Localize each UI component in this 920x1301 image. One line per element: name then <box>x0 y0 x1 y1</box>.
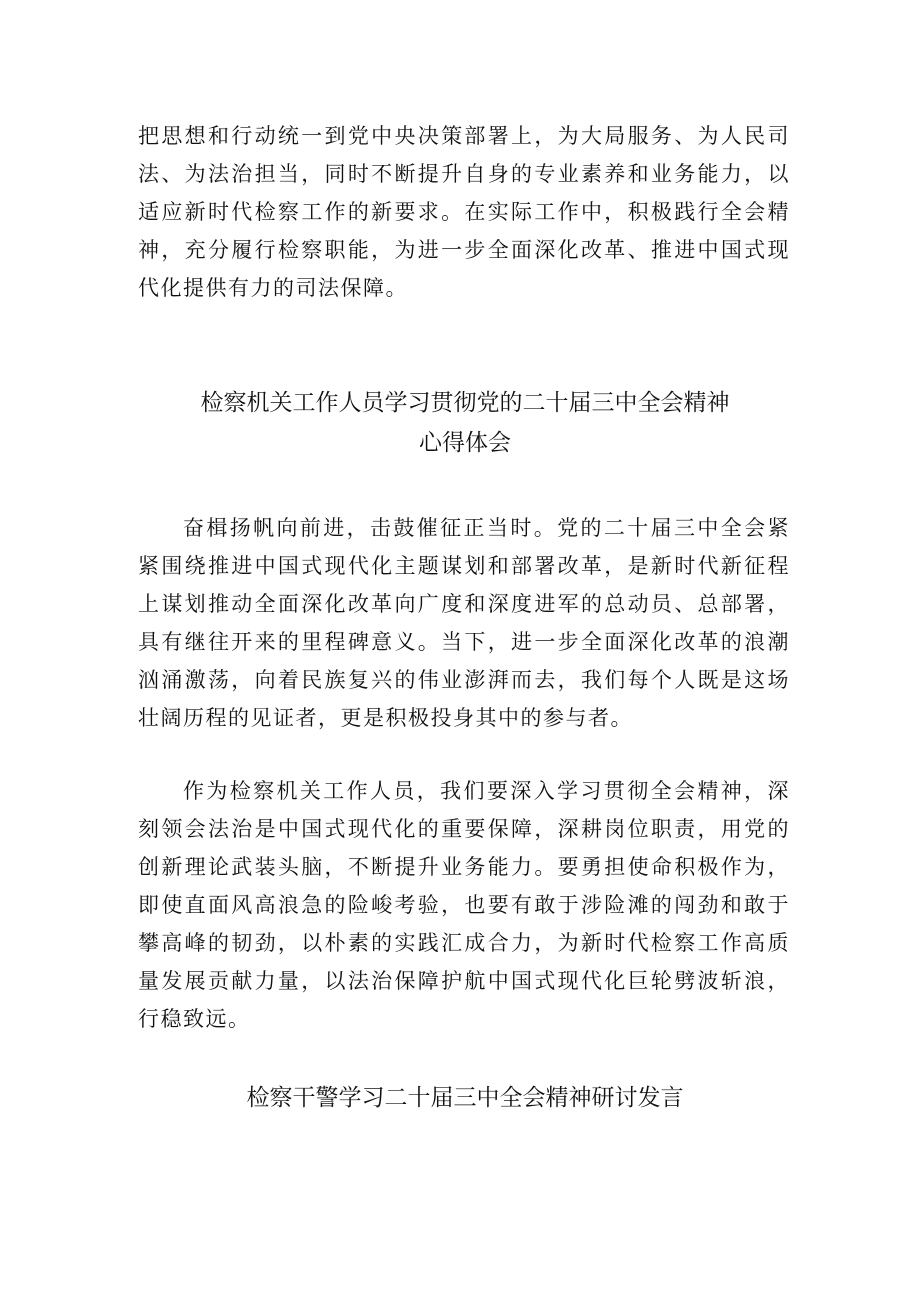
section-title-seminar <box>120 1078 810 1118</box>
body-paragraph-continued: 把思想和行动统一到党中央决策部署上，为大局服务、为人民司法、为法治担当，同时不断提升自身的专业素养和业务能力，以适应新时代检察工作的新要求。在实际工作中，积极践行全会精神，充分履行检察职能，为进一步全面深化改革、推进中国式现代化提供有力的司法保障。 <box>138 124 790 300</box>
section-title-text: 检察干警学习二十届三中全会精神研讨发言 <box>246 1085 684 1111</box>
section-title-line-2: 心得体会 <box>419 430 511 456</box>
body-paragraph-2: 作为检察机关工作人员，我们要深入学习贯彻全会精神，深刻领会法治是中国式现代化的重要保障，深耕岗位职责，用党的创新理论武装头脑，不断提升业务能力。要勇担使命积极作为，即使直面风高浪急的险峻考验，也要有敢于涉险滩的闯劲和敢于攀高峰的韧劲，以朴素的实践汇成合力，为新时代检察工作高质量发展贡献力量，以法治保障护航中国式现代化巨轮劈波斩浪，行稳致远。 <box>138 779 790 1031</box>
body-paragraph-1: 奋楫扬帆向前进，击鼓催征正当时。党的二十届三中全会紧紧围绕推进中国式现代化主题谋划和部署改革，是新时代新征程上谋划推动全面深化改革向广度和深度进军的总动员、总部署，具有继往开来的里程碑意义。当下，进一步全面深化改革的浪潮汹涌激荡，向着民族复兴的伟业澎湃而去，我们每个人既是这场壮阔历程的见证者，更是积极投身其中的参与者。 <box>138 516 790 730</box>
section-title-line-1: 检察机关工作人员学习贯彻党的二十届三中全会精神 <box>200 390 730 416</box>
section-title-experience <box>120 383 810 463</box>
